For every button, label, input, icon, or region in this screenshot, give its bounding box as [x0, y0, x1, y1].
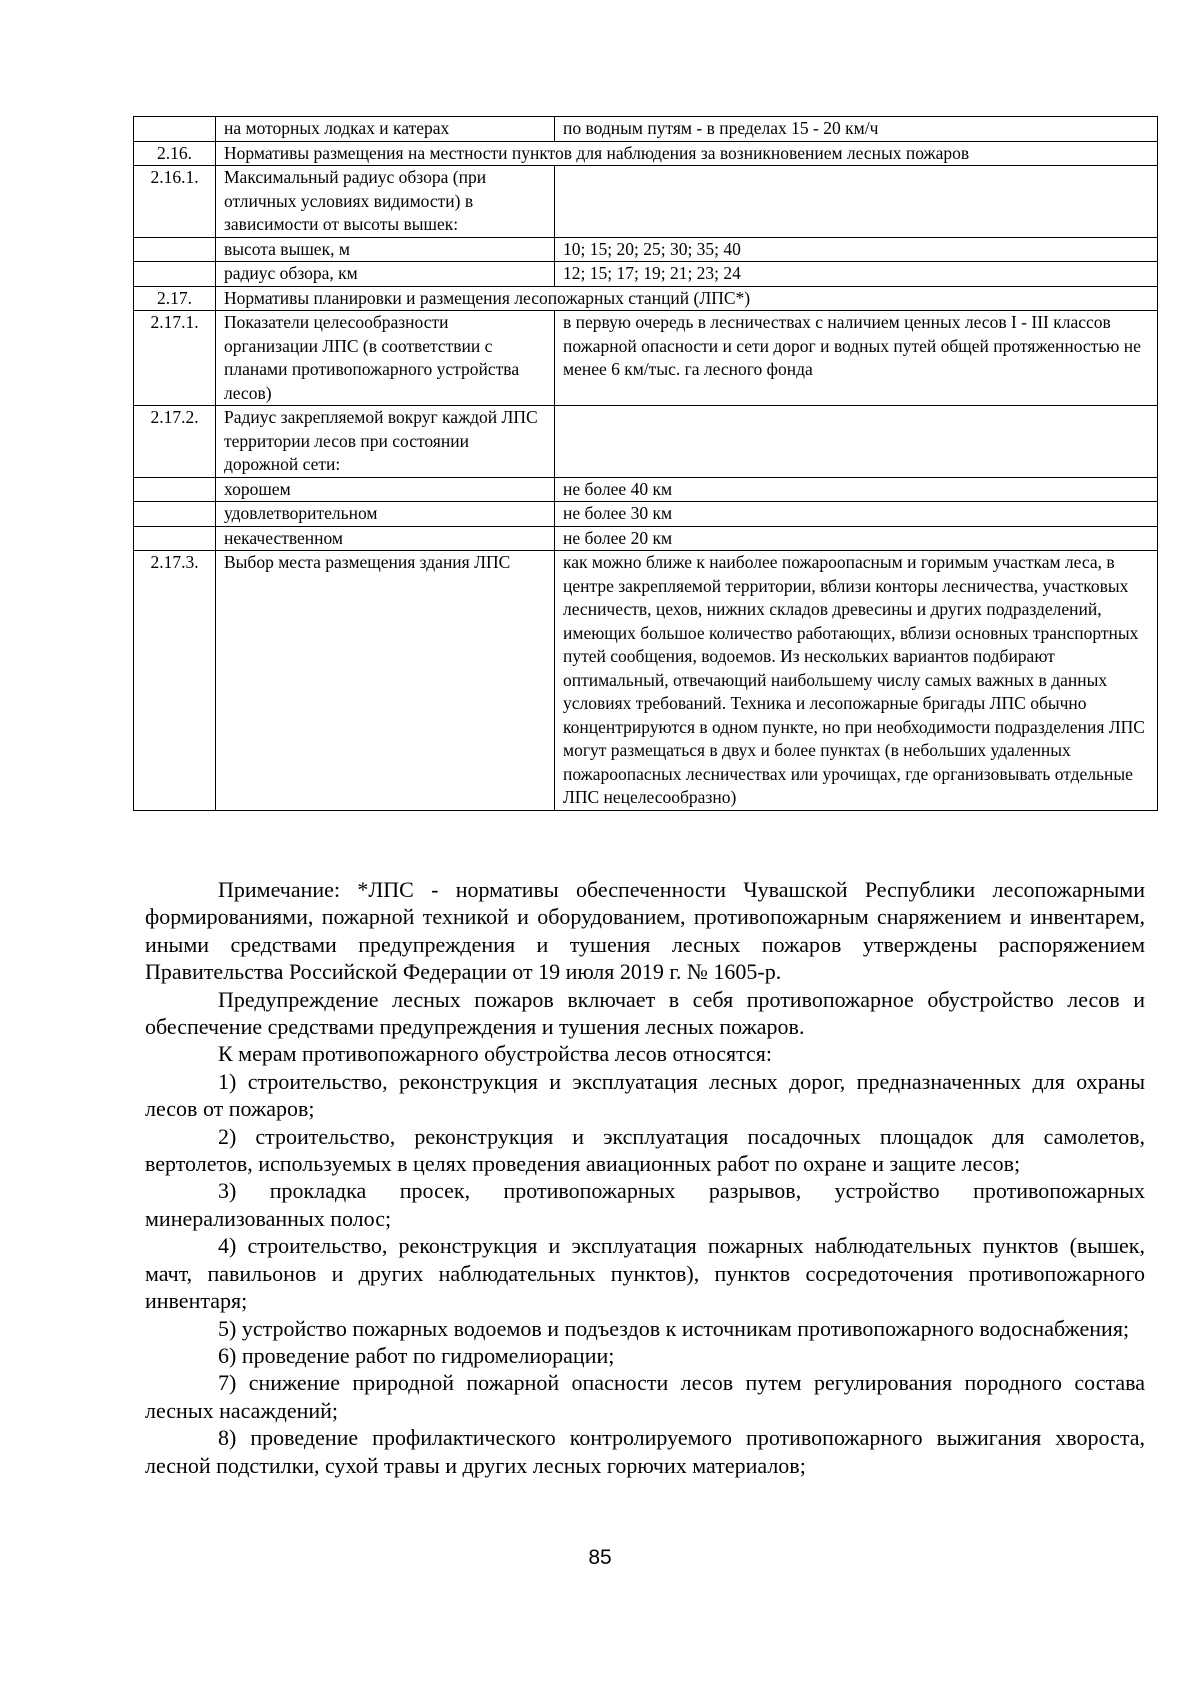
row-number: 2.16.1. [134, 166, 216, 238]
table-row [134, 477, 1158, 502]
table-row [134, 502, 1158, 527]
parameter-cell: удовлетворительном [216, 502, 555, 527]
row-number: 2.17.1. [134, 311, 216, 406]
table-row [134, 406, 1158, 478]
section-heading-cell: Нормативы планировки и размещения лесопожарных станций (ЛПС*) [216, 286, 1158, 311]
value-cell: не более 20 км [555, 526, 1158, 551]
norms-table [133, 116, 1158, 811]
list-item: 4) строительство, реконструкция и эксплуатация пожарных наблюдательных пунктов (вышек, мачт, павильонов и других наблюдательных пунктов), пунктов сосредоточения противопожарного инвентаря; [145, 1233, 1145, 1314]
parameter-cell: Выбор места размещения здания ЛПС [216, 551, 555, 811]
table-row [134, 311, 1158, 406]
row-number: 2.17. [134, 286, 216, 311]
row-number [134, 477, 216, 502]
value-cell: 12; 15; 17; 19; 21; 23; 24 [555, 262, 1158, 287]
row-number: 2.16. [134, 141, 216, 166]
table-row [134, 117, 1158, 142]
table-row [134, 262, 1158, 287]
value-cell [555, 406, 1158, 478]
row-number: 2.17.3. [134, 551, 216, 811]
list-item: 6) проведение работ по гидромелиорации; [218, 1342, 615, 1368]
parameter-cell: хорошем [216, 477, 555, 502]
body-text [145, 876, 1145, 1479]
table-row [134, 551, 1158, 811]
section-heading-cell: Нормативы размещения на местности пунктов для наблюдения за возникновением лесных пожаров [216, 141, 1158, 166]
value-cell: как можно ближе к наиболее пожароопасным и горимым участкам леса, в центре закрепляемой территории, вблизи конторы лесничества, участковых лесничеств, цехов, нижних складов древесины и других подразделений, имеющих большое количество работающих, вблизи основных транспортных путей сообщения, водоемов. Из нескольких вариантов подбирают оптимальный, отвечающий наибольшему числу самых важных в данных условиях требований. Техника и лесопожарные бригады ЛПС обычно концентрируются в одном пункте, но при необходимости подразделения ЛПС могут размещаться в двух и более пунктах (в небольших удаленных пожароопасных лесничествах или урочищах, где организовывать отдельные ЛПС нецелесообразно) [555, 551, 1158, 811]
table-row [134, 286, 1158, 311]
parameter-cell: на моторных лодках и катерах [216, 117, 555, 142]
row-number [134, 526, 216, 551]
parameter-cell: радиус обзора, км [216, 262, 555, 287]
table-row [134, 237, 1158, 262]
row-number [134, 237, 216, 262]
table-row [134, 166, 1158, 238]
row-number [134, 262, 216, 287]
parameter-cell: высота вышек, м [216, 237, 555, 262]
table-row [134, 141, 1158, 166]
parameter-cell: некачественном [216, 526, 555, 551]
paragraph: Предупреждение лесных пожаров включает в себя противопожарное обустройство лесов и обеспечение средствами предупреждения и тушения лесных пожаров. [145, 986, 1145, 1040]
parameter-cell: Максимальный радиус обзора (при отличных условиях видимости) в зависимости от высоты вышек: [216, 166, 555, 238]
value-cell: не более 30 км [555, 502, 1158, 527]
list-item: 5) устройство пожарных водоемов и подъездов к источникам противопожарного водоснабжения; [218, 1315, 1130, 1341]
value-cell [555, 166, 1158, 238]
value-cell: по водным путям - в пределах 15 - 20 км/ч [555, 117, 1158, 142]
value-cell: в первую очередь в лесничествах с наличием ценных лесов I - III классов пожарной опасности и сети дорог и водных путей общей протяженностью не менее 6 км/тыс. га лесного фонда [555, 311, 1158, 406]
row-number: 2.17.2. [134, 406, 216, 478]
footnote-paragraph: Примечание: *ЛПС - нормативы обеспеченности Чувашской Республики лесопожарными формированиями, пожарной техникой и оборудованием, противопожарным снаряжением и инвентарем, иными средствами предупреждения и тушения лесных пожаров утверждены распоряжением Правительства Российской Федерации от 19 июля 2019 г. № 1605-р. [145, 877, 1145, 985]
list-item: 7) снижение природной пожарной опасности лесов путем регулирования породного состава лесных насаждений; [145, 1370, 1145, 1423]
paragraph: К мерам противопожарного обустройства лесов относятся: [218, 1041, 772, 1067]
list-item: 1) строительство, реконструкция и эксплуатация лесных дорог, предназначенных для охраны лесов от пожаров; [145, 1068, 1145, 1122]
list-item: 3) прокладка просек, противопожарных разрывов, устройство противопожарных минерализованных полос; [145, 1178, 1145, 1231]
row-number [134, 117, 216, 142]
list-item: 8) проведение профилактического контролируемого противопожарного выжигания хвороста, лесной подстилки, сухой травы и других лесных горючих материалов; [145, 1425, 1145, 1478]
value-cell: не более 40 км [555, 477, 1158, 502]
value-cell: 10; 15; 20; 25; 30; 35; 40 [555, 237, 1158, 262]
parameter-cell: Радиус закрепляемой вокруг каждой ЛПС территории лесов при состоянии дорожной сети: [216, 406, 555, 478]
parameter-cell: Показатели целесообразности организации ЛПС (в соответствии с планами противопожарного устройства лесов) [216, 311, 555, 406]
row-number [134, 502, 216, 527]
list-item: 2) строительство, реконструкция и эксплуатация посадочных площадок для самолетов, вертолетов, используемых в целях проведения авиационных работ по охране и защите лесов; [145, 1123, 1145, 1177]
page-number: 85 [588, 1546, 612, 1569]
table-row [134, 526, 1158, 551]
